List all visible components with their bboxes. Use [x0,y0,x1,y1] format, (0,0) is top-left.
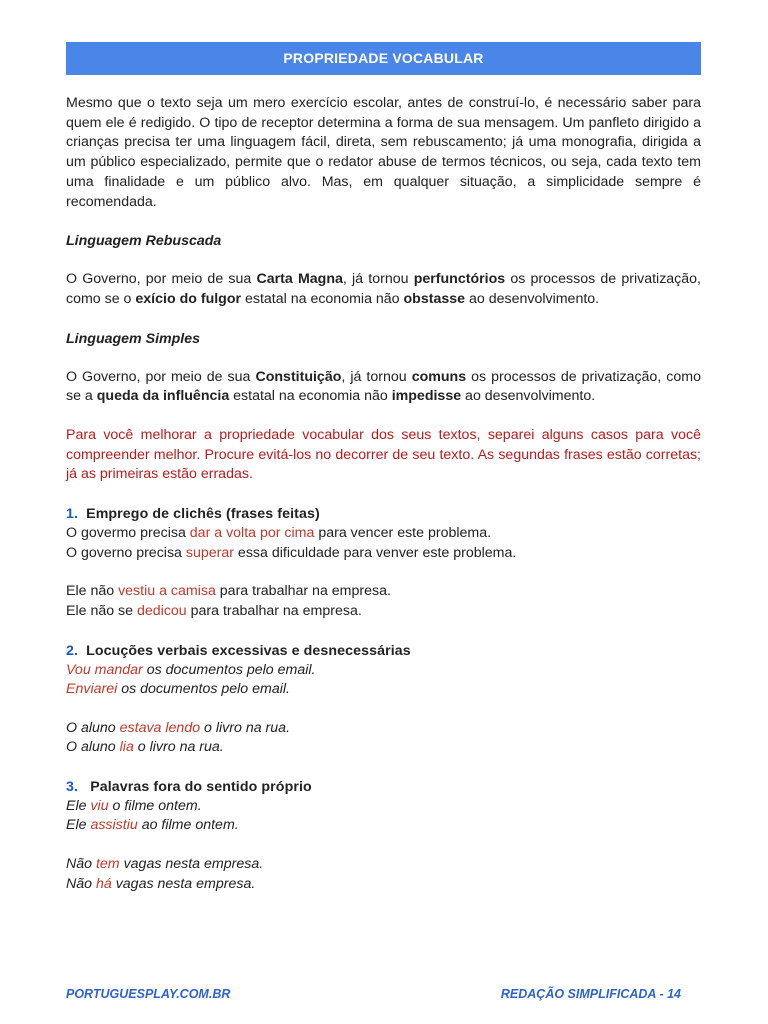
rebuscada-term-4: obstasse [403,290,466,307]
rebuscada-paragraph: O Governo, por meio de sua Carta Magna, já tornou perfunctórios os processos de privatização, como se o exício do fulgor estatal na economia não obstasse ao desenvolvimento. [66,271,701,307]
item-2-number: 2. [66,642,79,659]
example-line: Ele não vestiu a camisa para trabalhar na empresa. [66,583,391,600]
example-line: Não tem vagas nesta empresa. [66,856,264,873]
item-2-title: 2. Locuções verbais excessivas e desnecessárias [66,642,411,659]
simples-paragraph: O Governo, por meio de sua Constituição, já tornou comuns os processos de privatização, como se a queda da influência estatal na economia não impedisse ao desenvolvimento. [66,368,701,405]
example-line: O govermo precisa dar a volta por cima para vencer este problema. [66,525,492,542]
simples-term-2: comuns [411,368,467,385]
simples-term-1: Constituição [255,368,342,385]
example-line: Não há vagas nesta empresa. [66,875,256,892]
example-line: Ele viu o filme ontem. [66,797,202,814]
example-line: Ele assistiu ao filme ontem. [66,817,239,834]
item-3-number: 3. [66,778,79,795]
rebuscada-term-1: Carta Magna [256,271,343,288]
intro-paragraph: Mesmo que o texto seja um mero exercício escolar, antes de construí-lo, é necessário saber para quem ele é redigido. O tipo de receptor determina a forma de sua mensagem. Um panfleto dirigido a crianças precisa ter uma linguagem fácil, direta, sem rebuscamento; já uma monografia, dirigida a um público especializado, permite que o redator abuse de termos técnicos, ou seja, cada texto tem uma finalidade e um público alvo. Mas, em qualquer situação, a simplicidade sempre é recomendada. [66,95,701,210]
example-line: O governo precisa superar essa dificuldade para venver este problema. [66,544,517,561]
simples-term-4: impedisse [391,388,462,405]
example-line: O aluno estava lendo o livro na rua. [66,719,291,736]
note-paragraph: Para você melhorar a propriedade vocabular dos seus textos, separei alguns casos para você compreender melhor. Procure evitá-los no decorrer de seu texto. As segundas frases estão corretas; já as primeiras estão erradas. [66,427,701,483]
rebuscada-heading: Linguagem Rebuscada [66,233,222,250]
item-1-title: 1. Emprego de clichês (frases feitas) [66,506,320,523]
example-line: Ele não se dedicou para trabalhar na empresa. [66,602,362,619]
footer-page-label: REDAÇÃO SIMPLIFICADA - 14 [500,987,681,1001]
example-line: Vou mandar os documentos pelo email. [66,661,316,678]
example-line: O aluno lia o livro na rua. [66,739,224,756]
page-content [66,42,701,894]
footer-site-link[interactable]: PORTUGUESPLAY.COM.BR [66,987,231,1001]
example-line: Enviarei os documentos pelo email. [66,681,290,698]
item-3-title: 3. Palavras fora do sentido próprio [66,778,312,795]
rebuscada-term-2: perfunctórios [413,271,506,288]
rebuscada-term-3: exício do fulgor [135,290,242,307]
simples-term-3: queda da influência [96,388,230,405]
section-banner [66,42,701,75]
simples-heading: Linguagem Simples [66,330,201,347]
banner-title: PROPRIEDADE VOCABULAR [283,50,484,66]
item-1-number: 1. [66,506,79,523]
